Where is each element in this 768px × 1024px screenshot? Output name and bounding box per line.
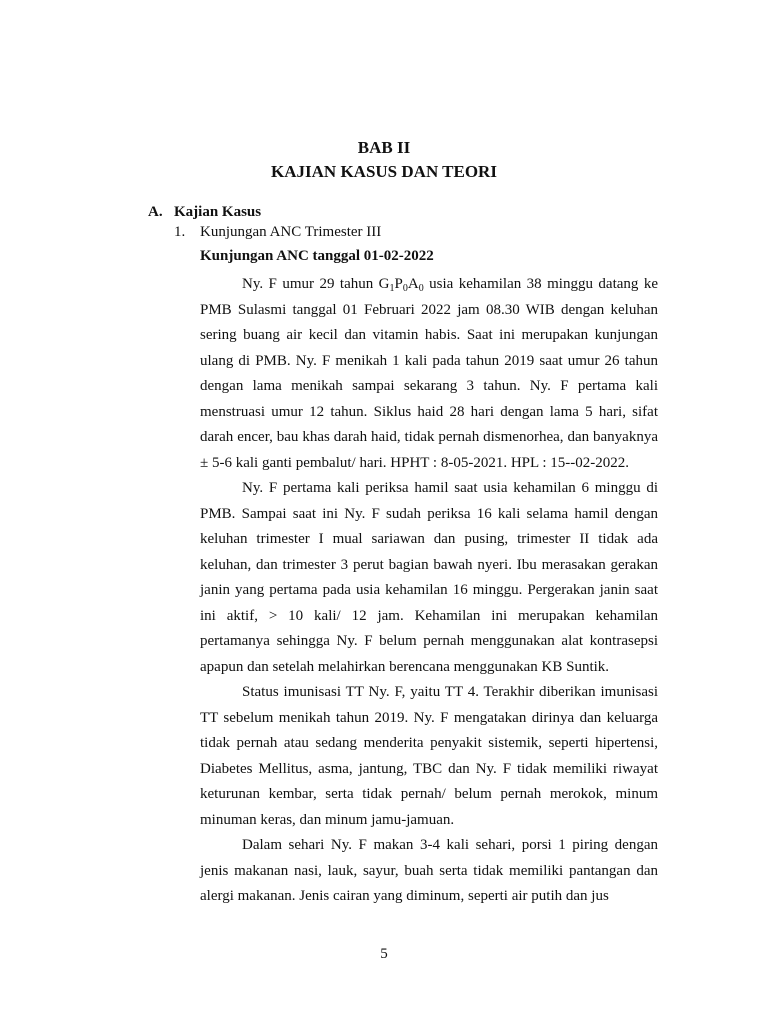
paragraph-2: Ny. F pertama kali periksa hamil saat usia kehamilan 6 minggu di PMB. Sampai saat ini Ny. F sudah periksa 16 kali selama hamil dengan keluhan trimester I mual sariawan dan pusing, trimester II tidak ada keluhan, dan trimester 3 perut bagian bawah nyeri. Ibu merasakan gerakan janin yang pertama pada usia kehamilan 16 minggu. Pergerakan janin saat ini aktif, > 10 kali/ 12 jam. Kehamilan ini merupakan kehamilan pertamanya sehingga Ny. F belum pernah menggunakan alat kontrasepsi apapun dan setelah melahirkan berencana menggunakan KB Suntik. xyxy=(200,480,658,675)
para-letter-p: P xyxy=(394,276,403,292)
gravida-sub: 1 xyxy=(389,283,395,294)
para-sub: 0 xyxy=(402,283,408,294)
section-heading-a xyxy=(148,202,261,222)
section-number: A. xyxy=(148,204,163,220)
page-number: 5 xyxy=(380,946,388,962)
body-text xyxy=(200,272,658,910)
subsection-heading-1 xyxy=(174,222,381,242)
chapter-title: KAJIAN KASUS DAN TEORI xyxy=(271,162,497,181)
chapter-label: BAB II xyxy=(357,138,411,157)
section-title: Kajian Kasus xyxy=(174,204,262,220)
paragraph-1 xyxy=(200,272,658,476)
paragraph-1-rest: usia kehamilan 38 minggu datang ke PMB Sulasmi tanggal 01 Februari 2022 jam 08.30 WIB dengan keluhan sering buang air kecil dan vitamin habis. Saat ini merupakan kunjungan ulang di PMB. Ny. F menikah 1 kali pada tahun 2019 saat umur 26 tahun dengan lama menikah sampai sekarang 3 tahun. Ny. F pertama kali menstruasi umur 12 tahun. Siklus haid 28 hari dengan lama 5 hari, sifat darah encer, bau khas darah haid, tidak pernah dismenorhea, dan banyaknya ± 5-6 kali ganti pembalut/ hari. HPHT : 8-05-2021. HPL : 15--02-2022. xyxy=(200,276,658,471)
abortus-letter-a: A xyxy=(407,276,419,292)
abortus-sub: 0 xyxy=(418,283,424,294)
visit-heading: Kunjungan ANC tanggal 01-02-2022 xyxy=(200,248,434,264)
paragraph-3: Status imunisasi TT Ny. F, yaitu TT 4. Terakhir diberikan imunisasi TT sebelum menikah tahun 2019. Ny. F mengatakan dirinya dan keluarga tidak pernah atau sedang menderita penyakit sistemik, seperti hipertensi, Diabetes Mellitus, asma, jantung, TBC dan Ny. F tidak memiliki riwayat keturunan kembar, serta tidak pernah/ belum pernah merokok, minum minuman keras, dan minum jamu-jamuan. xyxy=(200,684,658,828)
paragraph-1-lead: Ny. F umur 29 tahun G xyxy=(242,276,390,292)
paragraph-4: Dalam sehari Ny. F makan 3-4 kali sehari, porsi 1 piring dengan jenis makanan nasi, lauk, sayur, buah serta tidak memiliki pantangan dan alergi makanan. Jenis cairan yang diminum, seperti air putih dan jus xyxy=(200,837,658,904)
subsection-number: 1. xyxy=(174,224,186,240)
subsection-title: Kunjungan ANC Trimester III xyxy=(200,224,382,240)
